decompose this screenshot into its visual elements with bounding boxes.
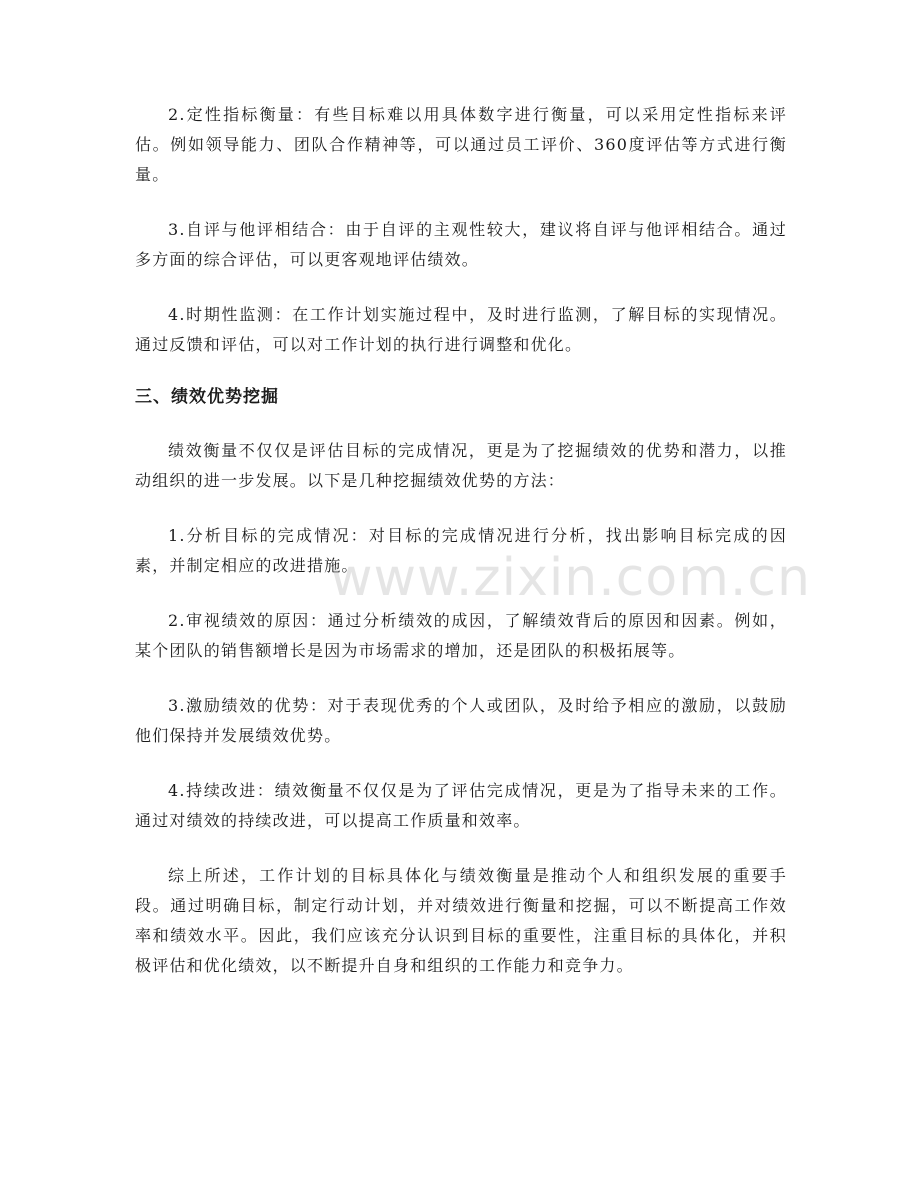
watermark: www.zixin.com.cn bbox=[330, 548, 811, 608]
paragraph-incentivize: 3.激励绩效的优势：对于表现优秀的个人或团队，及时给予相应的激励，以鼓励他们保持并发展绩效优势。 bbox=[135, 696, 787, 745]
paragraph-review-causes: 2.审视绩效的原因：通过分析绩效的成因，了解绩效背后的原因和因素。例如，某个团队的销售额增长是因为市场需求的增加，还是团队的积极拓展等。 bbox=[135, 611, 787, 660]
paragraph-analyze-completion: 1.分析目标的完成情况：对目标的完成情况进行分析，找出影响目标完成的因素，并制定相应的改进措施。 bbox=[135, 526, 787, 575]
section-heading: 三、绩效优势挖掘 bbox=[135, 387, 279, 407]
paragraph-intro: 绩效衡量不仅仅是评估目标的完成情况，更是为了挖掘绩效的优势和潜力，以推动组织的进一步发展。以下是几种挖掘绩效优势的方法： bbox=[135, 441, 787, 490]
paragraph-continuous-improvement: 4.持续改进：绩效衡量不仅仅是为了评估完成情况，更是为了指导未来的工作。通过对绩效的持续改进，可以提高工作质量和效率。 bbox=[135, 781, 787, 830]
document-body bbox=[135, 100, 787, 981]
paragraph-periodic-monitoring: 4.时期性监测：在工作计划实施过程中，及时进行监测，了解目标的实现情况。通过反馈和评估，可以对工作计划的执行进行调整和优化。 bbox=[135, 305, 787, 354]
paragraph-self-and-peer-review: 3.自评与他评相结合：由于自评的主观性较大，建议将自评与他评相结合。通过多方面的综合评估，可以更客观地评估绩效。 bbox=[135, 220, 787, 269]
paragraph-conclusion: 综上所述，工作计划的目标具体化与绩效衡量是推动个人和组织发展的重要手段。通过明确目标，制定行动计划，并对绩效进行衡量和挖掘，可以不断提高工作效率和绩效水平。因此，我们应该充分认识到目标的重要性，注重目标的具体化，并积极评估和优化绩效，以不断提升自身和组织的工作能力和竞争力。 bbox=[135, 866, 787, 975]
paragraph-qualitative-indicators: 2.定性指标衡量：有些目标难以用具体数字进行衡量，可以采用定性指标来评估。例如领导能力、团队合作精神等，可以通过员工评价、360度评估等方式进行衡量。 bbox=[135, 105, 787, 184]
